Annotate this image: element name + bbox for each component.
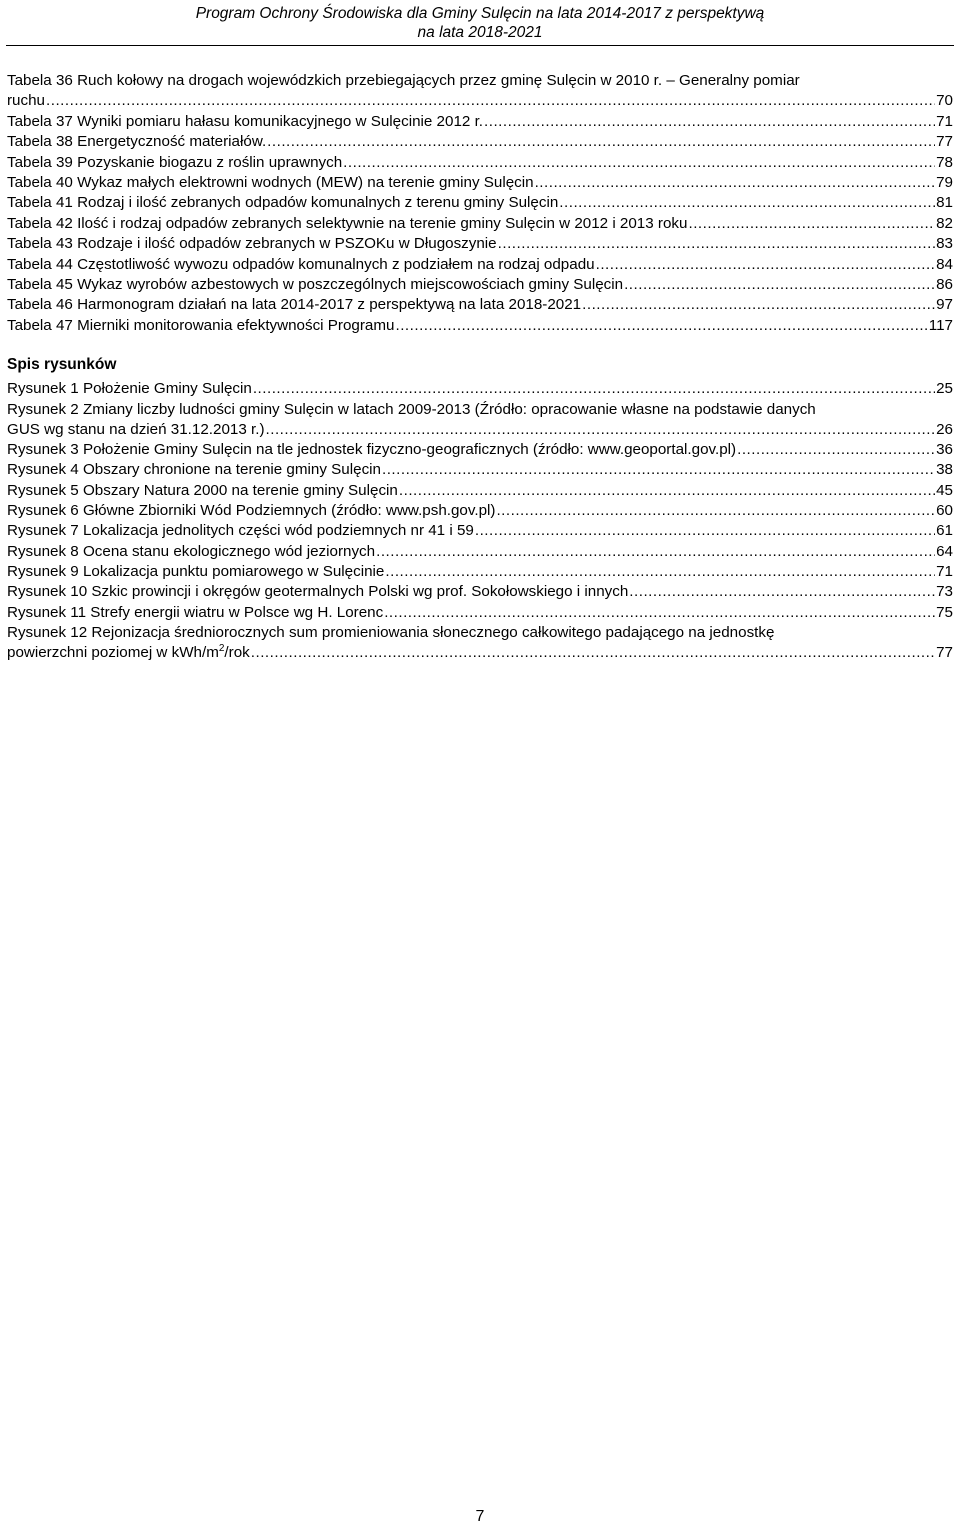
toc-entry-text: Tabela 41 Rodzaj i ilość zebranych odpadów komunalnych z terenu gminy Sulęcin — [7, 194, 559, 212]
dot-leader — [496, 501, 935, 521]
toc-entry-page: 81 — [936, 194, 953, 212]
toc-entry-text: GUS wg stanu na dzień 31.12.2013 r.) — [7, 420, 265, 438]
toc-entry-text-line1: Tabela 36 Ruch kołowy na drogach wojewódzkich przebiegających przez gminę Sulęcin w 2010 r. – Generalny pomiar — [7, 72, 800, 89]
list-of-figures — [7, 379, 953, 663]
toc-entry-page: 25 — [936, 380, 953, 398]
toc-entry-table-37[interactable] — [7, 112, 953, 132]
toc-entry-text: ruchu — [7, 92, 45, 110]
dot-leader — [399, 481, 935, 501]
dot-leader — [266, 420, 936, 440]
toc-entry-figure-3[interactable] — [7, 440, 953, 460]
dot-leader — [484, 112, 935, 132]
toc-entry-text: Rysunek 8 Ocena stanu ekologicznego wód jeziornych — [7, 542, 376, 560]
toc-entry-text: Rysunek 6 Główne Zbiorniki Wód Podziemnych (źródło: www.psh.gov.pl) — [7, 502, 496, 520]
toc-entry-text: Rysunek 11 Strefy energii wiatru w Polsce wg H. Lorenc — [7, 603, 384, 621]
toc-entry-text: Rysunek 9 Lokalizacja punktu pomiarowego w Sulęcinie — [7, 562, 385, 580]
toc-entry-table-47[interactable] — [7, 316, 953, 336]
dot-leader — [376, 542, 935, 562]
toc-entry-figure-4[interactable] — [7, 460, 953, 480]
toc-entry-text: Rysunek 1 Położenie Gminy Sulęcin — [7, 380, 252, 398]
toc-entry-page: 71 — [936, 562, 953, 580]
toc-entry-text: Tabela 40 Wykaz małych elektrowni wodnych (MEW) na terenie gminy Sulęcin — [7, 174, 534, 192]
dot-leader — [343, 153, 935, 173]
toc-entry-text: Tabela 46 Harmonogram działań na lata 2014-2017 z perspektywą na lata 2018-2021 — [7, 296, 582, 314]
toc-entry-page: 64 — [936, 542, 953, 560]
toc-entry-text: Tabela 38 Energetyczność materiałów. — [7, 133, 267, 151]
dot-leader — [629, 582, 935, 602]
dot-leader — [46, 91, 935, 111]
figures-section-title: Spis rysunków — [7, 356, 117, 374]
toc-entry-text: Tabela 42 Ilość i rodzaj odpadów zebranych selektywnie na terenie gminy Sulęcin w 2012 i 2013 roku — [7, 214, 688, 232]
toc-entry-table-40[interactable] — [7, 173, 953, 193]
toc-entry-figure-5[interactable] — [7, 481, 953, 501]
toc-entry-text: Tabela 45 Wykaz wyrobów azbestowych w poszczególnych miejscowościach gminy Sulęcin — [7, 276, 624, 294]
toc-entry-page: 70 — [936, 92, 953, 110]
dot-leader — [253, 379, 935, 399]
toc-entry-text-line1: Rysunek 2 Zmiany liczby ludności gminy Sulęcin w latach 2009-2013 (Źródło: opracowanie własne na podstawie danych — [7, 400, 816, 418]
toc-entry-page: 83 — [936, 235, 953, 253]
dot-leader — [624, 275, 935, 295]
toc-entry-table-43[interactable] — [7, 234, 953, 254]
toc-entry-page: 71 — [936, 112, 953, 130]
toc-entry-figure-6[interactable] — [7, 501, 953, 521]
toc-entry-text — [7, 643, 250, 663]
dot-leader — [535, 173, 936, 193]
toc-entry-figure-2[interactable] — [7, 400, 953, 441]
toc-entry-table-42[interactable] — [7, 214, 953, 234]
toc-entry-figure-10[interactable] — [7, 582, 953, 602]
toc-entry-text: Rysunek 5 Obszary Natura 2000 na terenie gminy Sulęcin — [7, 481, 398, 499]
header-line-1: Program Ochrony Środowiska dla Gminy Sulęcin na lata 2014-2017 z perspektywą — [195, 5, 765, 22]
toc-entry-page: 79 — [936, 174, 953, 192]
dot-leader — [395, 316, 927, 336]
toc-entry-table-45[interactable] — [7, 275, 953, 295]
dot-leader — [596, 255, 936, 275]
page-number: 7 — [475, 1508, 485, 1525]
toc-entry-table-36[interactable] — [7, 71, 953, 112]
toc-entry-text: Rysunek 4 Obszary chronione na terenie gminy Sulęcin — [7, 461, 381, 479]
toc-entry-figure-11[interactable] — [7, 603, 953, 623]
toc-entry-page: 45 — [936, 481, 953, 499]
dot-leader — [582, 295, 935, 315]
toc-entry-table-41[interactable] — [7, 193, 953, 213]
toc-entry-page: 73 — [936, 583, 953, 601]
superscript: 2 — [218, 643, 225, 655]
toc-entry-table-44[interactable] — [7, 255, 953, 275]
dot-leader — [384, 603, 935, 623]
page-header — [0, 4, 960, 42]
toc-entry-text: Tabela 43 Rodzaje i ilość odpadów zebranych w PSZOKu w Długoszynie — [7, 235, 497, 253]
toc-entry-figure-7[interactable] — [7, 521, 953, 541]
dot-leader — [475, 521, 935, 541]
toc-entry-page: 77 — [936, 133, 953, 151]
toc-entry-page: 84 — [936, 255, 953, 273]
toc-entry-page: 36 — [936, 441, 953, 459]
dot-leader — [559, 193, 935, 213]
toc-entry-text: Tabela 39 Pozyskanie biogazu z roślin uprawnych — [7, 153, 343, 171]
toc-entry-figure-8[interactable] — [7, 542, 953, 562]
header-divider — [6, 45, 954, 46]
toc-entry-text: Tabela 37 Wyniki pomiaru hałasu komunikacyjnego w Sulęcinie 2012 r. — [7, 112, 484, 130]
toc-entry-text: Rysunek 3 Położenie Gminy Sulęcin na tle jednostek fizyczno-geograficznych (źródło: www.geoportal.gov.pl) — [7, 441, 737, 459]
toc-entry-page: 75 — [936, 603, 953, 621]
toc-entry-text-line1: Rysunek 12 Rejonizacja średniorocznych sum promieniowania słonecznego całkowitego padającego na jednostkę — [7, 623, 775, 641]
dot-leader — [498, 234, 935, 254]
dot-leader — [737, 440, 935, 460]
toc-entry-page: 78 — [936, 153, 953, 171]
list-of-tables — [7, 71, 953, 336]
toc-entry-page: 77 — [936, 644, 953, 662]
toc-entry-page: 61 — [936, 522, 953, 540]
table-of-contents — [7, 71, 953, 663]
toc-entry-page: 86 — [936, 276, 953, 294]
toc-entry-figure-12[interactable] — [7, 623, 953, 664]
toc-entry-table-38[interactable] — [7, 132, 953, 152]
toc-entry-text-main: powierzchni poziomej w kWh/m — [7, 644, 219, 662]
toc-entry-text: Rysunek 7 Lokalizacja jednolitych części wód podziemnych nr 41 i 59 — [7, 522, 474, 540]
toc-entry-page: 38 — [936, 461, 953, 479]
toc-entry-page: 60 — [936, 502, 953, 520]
dot-leader — [385, 562, 935, 582]
toc-entry-page: 26 — [936, 420, 953, 438]
dot-leader — [267, 132, 935, 152]
dot-leader — [688, 214, 935, 234]
toc-entry-figure-1[interactable] — [7, 379, 953, 399]
dot-leader — [251, 643, 935, 663]
toc-entry-text: Rysunek 10 Szkic prowincji i okręgów geotermalnych Polski wg prof. Sokołowskiego i innych — [7, 583, 629, 601]
toc-entry-text-after: /rok — [224, 644, 250, 662]
toc-entry-table-39[interactable] — [7, 153, 953, 173]
header-line-2: na lata 2018-2021 — [417, 24, 543, 41]
dot-leader — [382, 460, 935, 480]
toc-entry-figure-9[interactable] — [7, 562, 953, 582]
toc-entry-page: 117 — [928, 316, 953, 334]
toc-entry-page: 82 — [936, 214, 953, 232]
toc-entry-text: Tabela 44 Częstotliwość wywozu odpadów komunalnych z podziałem na rodzaj odpadu — [7, 255, 595, 273]
toc-entry-text: Tabela 47 Mierniki monitorowania efektywności Programu — [7, 316, 395, 334]
toc-entry-page: 97 — [936, 296, 953, 314]
toc-entry-table-46[interactable] — [7, 295, 953, 315]
